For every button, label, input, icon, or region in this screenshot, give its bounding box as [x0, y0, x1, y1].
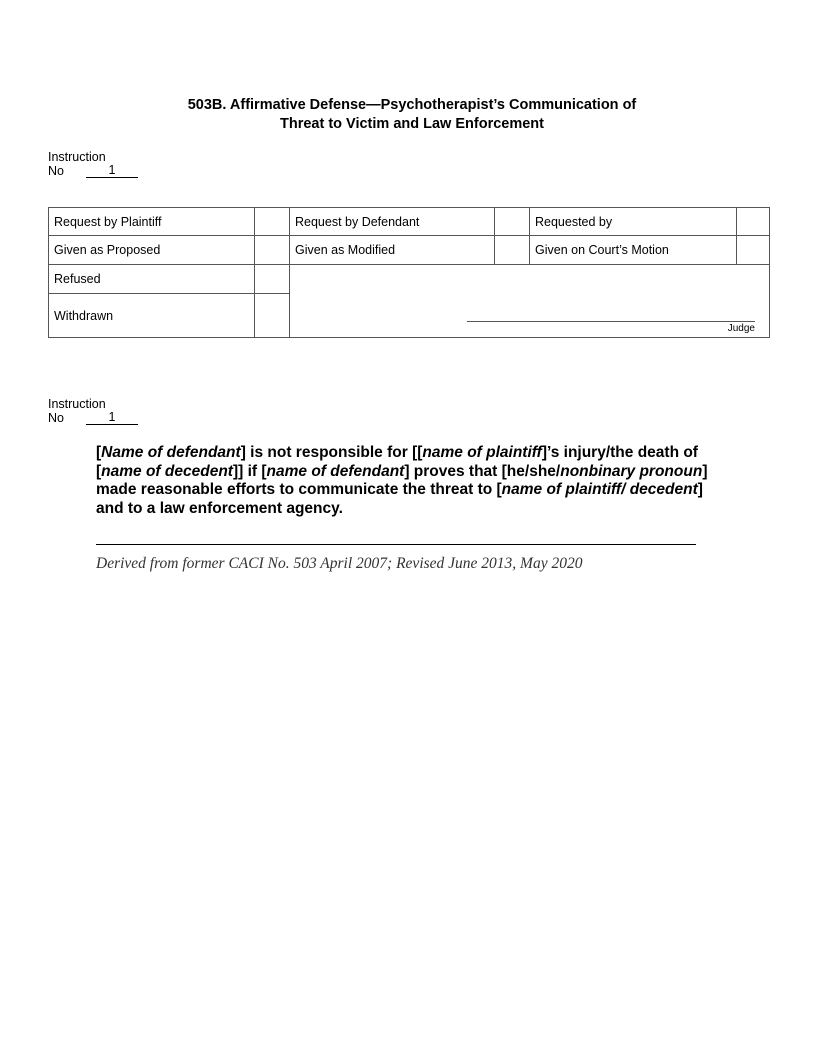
judge-label: Judge — [727, 323, 755, 334]
instruction-no-value: 1 — [86, 164, 138, 178]
instruction-number-top — [48, 150, 138, 178]
instruction-no-label: No — [48, 411, 64, 425]
body-text: [ — [96, 444, 102, 461]
request-by-defendant-label: Request by Defendant — [290, 208, 495, 236]
judge-signature-area — [290, 265, 770, 338]
requested-by-label: Requested by — [530, 208, 737, 236]
given-as-proposed-label: Given as Proposed — [49, 236, 255, 265]
requested-by-checkbox[interactable] — [737, 208, 770, 236]
title-line-2: Threat to Victim and Law Enforcement — [279, 116, 544, 132]
title-line-1: 503B. Affirmative Defense—Psychotherapist’s Communication of — [187, 97, 637, 113]
body-text: ] is not responsible for [[ — [240, 444, 423, 461]
body-text: ] proves that [he/she/ — [404, 462, 561, 480]
body-text: ] made reasonable efforts to communicate the threat to [ — [96, 462, 708, 498]
divider — [96, 544, 696, 545]
given-as-modified-label: Given as Modified — [290, 236, 495, 265]
placeholder-defendant: name of defendant — [266, 462, 405, 480]
given-on-courts-motion-checkbox[interactable] — [737, 236, 770, 265]
instruction-label: Instruction — [48, 397, 106, 411]
request-by-plaintiff-label: Request by Plaintiff — [49, 208, 255, 236]
request-by-plaintiff-checkbox[interactable] — [255, 208, 290, 236]
refused-label: Refused — [49, 265, 255, 294]
instruction-label: Instruction — [48, 150, 106, 164]
judge-signature-line[interactable] — [467, 321, 755, 322]
body-text: ] and to a law enforcement agency. — [96, 481, 703, 517]
body-text: ]] if [ — [232, 462, 267, 480]
given-as-proposed-checkbox[interactable] — [255, 236, 290, 265]
placeholder-pronoun: nonbinary pronoun — [560, 462, 703, 480]
instruction-no-label: No — [48, 164, 64, 178]
given-as-modified-checkbox[interactable] — [495, 236, 530, 265]
refused-checkbox[interactable] — [255, 265, 290, 294]
history-note: Derived from former CACI No. 503 April 2007; Revised June 2013, May 2020 — [96, 555, 583, 572]
placeholder-decedent: name of decedent — [101, 462, 233, 480]
request-table — [48, 207, 770, 338]
given-on-courts-motion-label: Given on Court’s Motion — [530, 236, 737, 265]
instruction-number-bottom — [48, 397, 138, 425]
placeholder-plaintiff-decedent: name of plaintiff/ decedent — [501, 481, 698, 498]
instruction-title — [0, 96, 816, 134]
placeholder-defendant: Name of defendant — [101, 444, 241, 461]
instruction-no-value: 1 — [86, 411, 138, 425]
withdrawn-label: Withdrawn — [49, 294, 255, 338]
request-by-defendant-checkbox[interactable] — [495, 208, 530, 236]
body-text: ]’s injury/the death of [ — [96, 444, 698, 480]
instruction-body — [96, 444, 716, 518]
withdrawn-checkbox[interactable] — [255, 294, 290, 338]
placeholder-plaintiff: name of plaintiff — [422, 444, 542, 461]
